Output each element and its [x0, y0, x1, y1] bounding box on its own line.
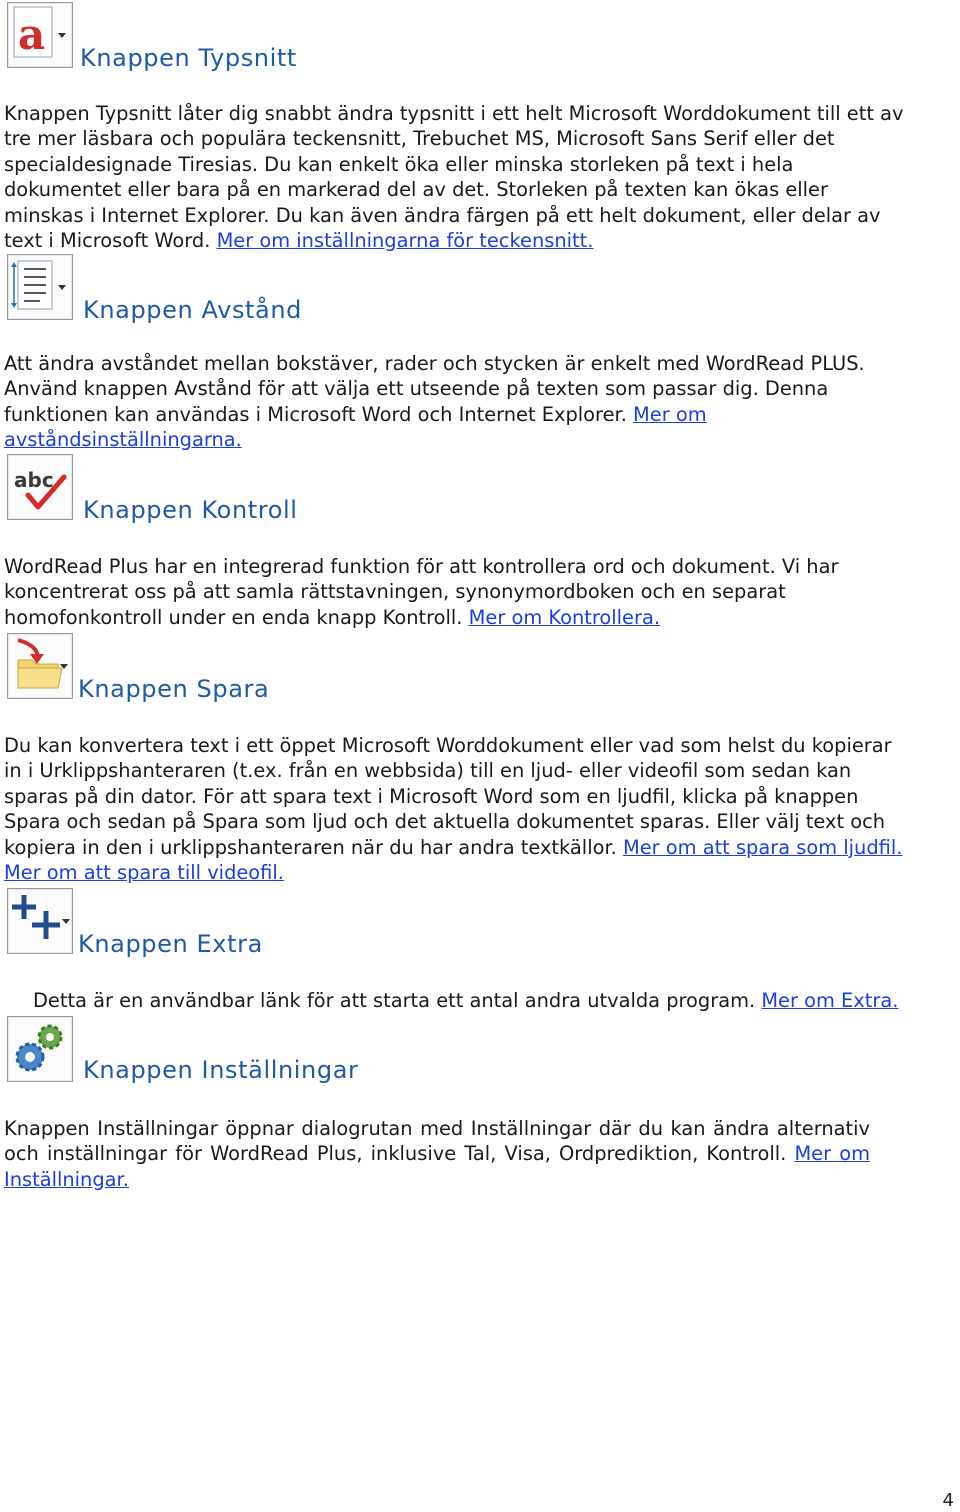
- body-spara: Du kan konvertera text i ett öppet Microsoft Worddokument eller vad som helst du kopierar in i Urklippshanteraren (t.ex. från en webbsida) till en ljud- eller videofil som sedan kan sparas på din dator. För att spara text i Microsoft Word som en ljudfil, klicka på knappen Spara och sedan på Spara som ljud och det aktuella dokumentet sparas. Eller välj text och kopiera in den i urklippshanteraren när du har andra textkällor.: [4, 734, 892, 859]
- body-avstand: Att ändra avståndet mellan bokstäver, rader och stycken är enkelt med WordRead PLUS. Använd knappen Avstånd för att välja ett utseende på texten som passar dig. Denna funktionen kan användas i Microsoft Word och Internet Explorer.: [4, 352, 865, 426]
- extra-button[interactable]: [7, 888, 73, 954]
- spellcheck-icon: [8, 455, 72, 519]
- heading-typsnitt: Knappen Typsnitt: [80, 44, 297, 72]
- spacing-button[interactable]: [7, 254, 73, 320]
- save-folder-icon: [8, 634, 72, 698]
- paragraph-kontroll: [4, 554, 904, 630]
- plus-icon: [8, 889, 72, 953]
- font-button[interactable]: [7, 2, 73, 68]
- spacing-icon: [8, 255, 72, 319]
- body-extra: Detta är en användbar länk för att starta ett antal andra utvalda program.: [33, 989, 756, 1012]
- link-spara-videofil[interactable]: Mer om att spara till videofil.: [4, 861, 284, 885]
- paragraph-spara: [4, 733, 904, 885]
- heading-spara: Knappen Spara: [78, 675, 270, 703]
- save-button[interactable]: [7, 633, 73, 699]
- body-installningar: Knappen Inställningar öppnar dialogrutan med Inställningar där du kan ändra alternativ och inställningar för WordRead Plus, inklusive Tal, Visa, Ordprediktion, Kontroll.: [4, 1117, 870, 1166]
- svg-text:a: a: [18, 10, 46, 59]
- heading-avstand: Knappen Avstånd: [83, 296, 303, 324]
- paragraph-typsnitt: [4, 101, 904, 253]
- spellcheck-button[interactable]: [7, 454, 73, 520]
- link-installningar[interactable]: Mer om Inställningar.: [4, 1142, 870, 1191]
- heading-kontroll: Knappen Kontroll: [83, 496, 298, 524]
- link-teckensnitt[interactable]: Mer om inställningarna för teckensnitt.: [216, 229, 594, 253]
- body-typsnitt: Knappen Typsnitt låter dig snabbt ändra typsnitt i ett helt Microsoft Worddokument till ett av tre mer läsbara och populära teckensnitt, Trebuchet MS, Microsoft Sans Serif eller det specialdesignade Tiresias. Du kan enkelt öka eller minska storleken på text i hela dokumentet eller bara på en markerad del av det. Storleken på texten kan ökas eller minskas i Internet Explorer. Du kan även ändra färgen på ett helt dokument, eller delar av text i Microsoft Word.: [4, 102, 904, 253]
- body-kontroll: WordRead Plus har en integrerad funktion för att kontrollera ord och dokument. Vi har koncentrerat oss på att samla rättstavningen, synonymordboken och en separat homofonkontroll under en enda knapp Kontroll.: [4, 555, 839, 629]
- heading-installningar: Knappen Inställningar: [83, 1056, 359, 1084]
- svg-text:abc: abc: [14, 468, 54, 492]
- paragraph-avstand: [4, 351, 904, 453]
- font-icon: [8, 3, 72, 67]
- gears-icon: [8, 1017, 72, 1081]
- paragraph-extra: [33, 988, 953, 1013]
- link-extra[interactable]: Mer om Extra.: [761, 989, 899, 1012]
- link-avstandsinstallningarna[interactable]: Mer om avståndsinställningarna.: [4, 402, 707, 452]
- paragraph-installningar: [4, 1116, 870, 1192]
- page-number: 4: [942, 1490, 954, 1511]
- link-spara-ljudfil[interactable]: Mer om att spara som ljudfil.: [622, 835, 903, 859]
- settings-button[interactable]: [7, 1016, 73, 1082]
- heading-extra: Knappen Extra: [78, 930, 263, 958]
- link-kontrollera[interactable]: Mer om Kontrollera.: [468, 605, 661, 629]
